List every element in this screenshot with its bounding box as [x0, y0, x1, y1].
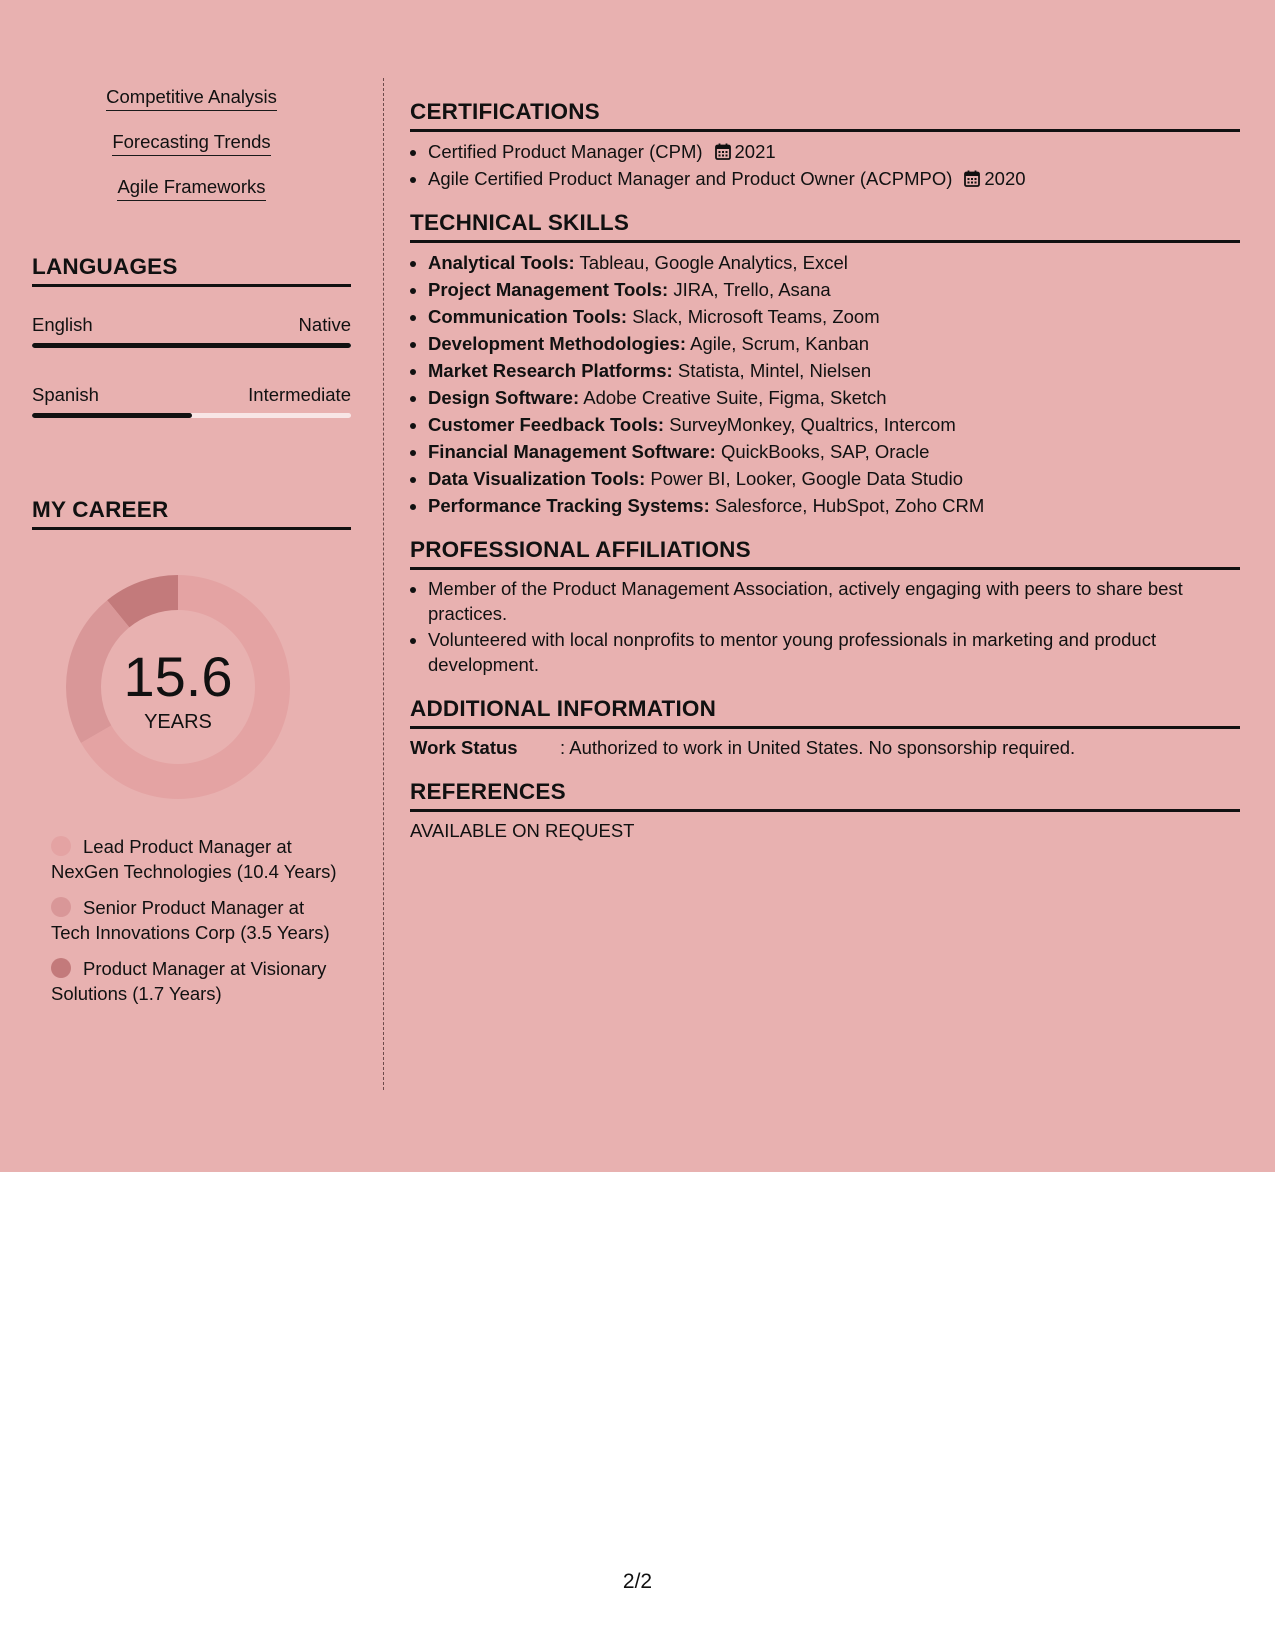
language-proficiency-bar — [32, 343, 351, 348]
certifications-heading: CERTIFICATIONS — [410, 99, 1240, 132]
certification-item: • Agile Certified Product Manager and Product Owner (ACPMPO) 2020 — [428, 165, 1240, 192]
calendar-icon — [715, 143, 731, 160]
career-legend-item: Product Manager at Visionary Solutions (1.7 Years) — [51, 958, 327, 1004]
career-legend — [51, 835, 341, 1018]
work-status-value: : Authorized to work in United States. No sponsorship required. — [560, 737, 1076, 758]
certifications-section — [410, 99, 1240, 192]
career-donut-label — [66, 575, 290, 799]
calendar-icon — [964, 170, 980, 187]
affiliations-heading: PROFESSIONAL AFFILIATIONS — [410, 537, 1240, 570]
tech-skill-item: • Financial Management Software: QuickBooks, SAP, Oracle — [428, 438, 1240, 465]
affiliations-list — [410, 577, 1240, 677]
affiliations-section — [410, 537, 1240, 679]
language-proficiency-fill — [32, 343, 351, 348]
career-legend-item: Senior Product Manager at Tech Innovations Corp (3.5 Years) — [51, 897, 330, 943]
language-proficiency-fill — [32, 413, 192, 418]
additional-info-section — [410, 696, 1240, 759]
skill-item: Forecasting Trends — [32, 131, 351, 176]
legend-dot-icon — [51, 836, 71, 856]
career-legend-item: Lead Product Manager at NexGen Technologies (10.4 Years) — [51, 836, 337, 882]
tech-skill-item: • Analytical Tools: Tableau, Google Analytics, Excel — [428, 249, 1240, 276]
references-heading: REFERENCES — [410, 779, 1240, 812]
skill-item: Agile Frameworks — [32, 176, 351, 221]
legend-dot-icon — [51, 897, 71, 917]
language-level: Native — [298, 314, 351, 335]
tech-skill-item: • Design Software: Adobe Creative Suite, Figma, Sketch — [428, 384, 1240, 411]
tech-skill-item: • Customer Feedback Tools: SurveyMonkey, Qualtrics, Intercom — [428, 411, 1240, 438]
career-heading: MY CAREER — [32, 497, 351, 530]
language-name: Spanish — [32, 384, 99, 405]
additional-info-heading: ADDITIONAL INFORMATION — [410, 696, 1240, 729]
certification-item: • Certified Product Manager (CPM) 2021 — [428, 138, 1240, 165]
tech-skill-item: • Project Management Tools: JIRA, Trello, Asana — [428, 276, 1240, 303]
column-divider — [383, 78, 384, 1090]
languages-heading: LANGUAGES — [32, 254, 351, 287]
tech-skill-item: • Communication Tools: Slack, Microsoft Teams, Zoom — [428, 303, 1240, 330]
page-number: 2/2 — [622, 1570, 653, 1593]
affiliation-item: • Volunteered with local nonprofits to mentor young professionals in marketing and product development. — [428, 628, 1240, 677]
affiliation-item: • Member of the Product Management Association, actively engaging with peers to share best practices. — [428, 577, 1240, 626]
tech-skill-item: • Market Research Platforms: Statista, Mintel, Nielsen — [428, 357, 1240, 384]
career-total-unit: YEARS — [144, 711, 212, 733]
tech-skill-item: • Performance Tracking Systems: Salesforce, HubSpot, Zoho CRM — [428, 492, 1240, 519]
language-name: English — [32, 314, 93, 335]
language-proficiency-bar — [32, 413, 351, 418]
certifications-list — [410, 138, 1240, 192]
certification-year: 2021 — [734, 141, 776, 162]
language-level: Intermediate — [248, 384, 351, 405]
skill-item: Competitive Analysis — [32, 86, 351, 131]
technical-skills-heading: TECHNICAL SKILLS — [410, 210, 1240, 243]
references-text: AVAILABLE ON REQUEST — [410, 820, 635, 841]
skills-list — [32, 86, 351, 221]
career-total-years: 15.6 — [123, 645, 233, 708]
legend-dot-icon — [51, 958, 71, 978]
tech-skill-item: • Data Visualization Tools: Power BI, Looker, Google Data Studio — [428, 465, 1240, 492]
work-status-label: Work Status — [410, 737, 518, 758]
work-status-row — [410, 737, 1240, 759]
technical-skills-section — [410, 210, 1240, 519]
certification-year: 2020 — [984, 168, 1026, 189]
references-section — [410, 779, 1240, 842]
tech-skill-item: • Development Methodologies: Agile, Scrum, Kanban — [428, 330, 1240, 357]
technical-skills-list — [410, 249, 1240, 519]
